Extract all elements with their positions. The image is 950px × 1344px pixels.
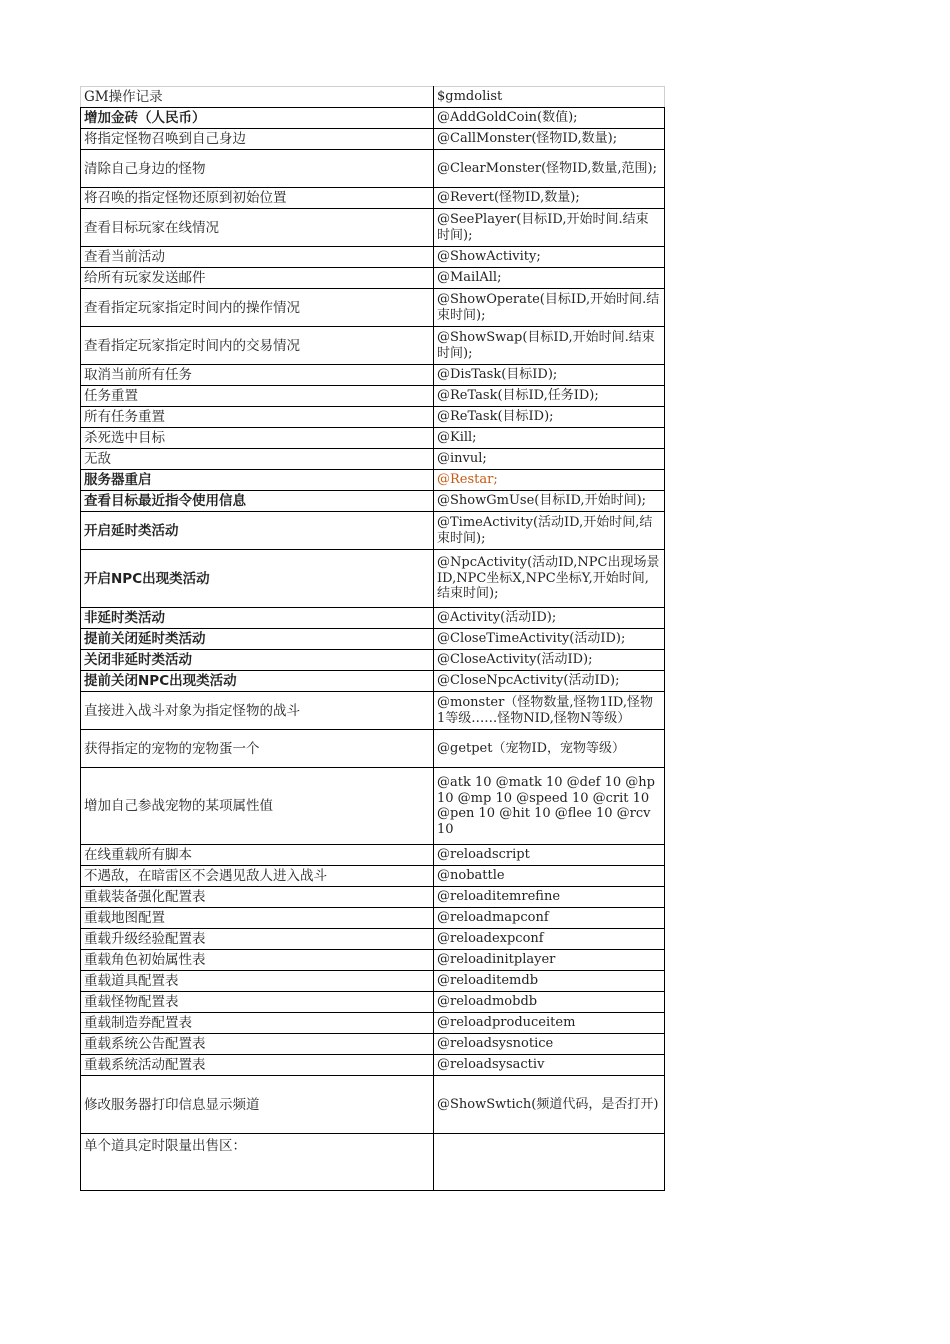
command-syntax-cell[interactable]: @DisTask(目标ID); [434, 365, 665, 386]
command-syntax-cell[interactable]: @reloadmobdb [434, 992, 665, 1013]
command-syntax-cell[interactable]: @CallMonster(怪物ID,数量); [434, 129, 665, 150]
table-row [81, 129, 665, 150]
table-row [81, 908, 665, 929]
command-syntax-cell[interactable]: @CloseNpcActivity(活动ID); [434, 671, 665, 692]
table-row [81, 289, 665, 327]
command-description-cell[interactable]: 开启延时类活动 [81, 512, 434, 550]
table-row [81, 188, 665, 209]
table-row [81, 845, 665, 866]
command-syntax-cell[interactable]: @reloadsysactiv [434, 1055, 665, 1076]
table-row [81, 327, 665, 365]
table-row [81, 1134, 665, 1191]
table-row [81, 512, 665, 550]
table-row [81, 407, 665, 428]
command-syntax-cell[interactable]: @reloadexpconf [434, 929, 665, 950]
command-description-cell[interactable]: 查看目标玩家在线情况 [81, 209, 434, 247]
command-description-cell[interactable]: 服务器重启 [81, 470, 434, 491]
command-description-cell[interactable]: 开启NPC出现类活动 [81, 550, 434, 608]
command-syntax-cell[interactable]: @atk 10 @matk 10 @def 10 @hp 10 @mp 10 @speed 10 @crit 10 @pen 10 @hit 10 @flee 10 @rcv 10 [434, 768, 665, 845]
command-syntax-cell[interactable]: @Activity(活动ID); [434, 608, 665, 629]
command-description-cell[interactable]: 取消当前所有任务 [81, 365, 434, 386]
command-description-cell[interactable]: 在线重载所有脚本 [81, 845, 434, 866]
header-row [81, 87, 665, 108]
command-description-cell[interactable]: 直接进入战斗对象为指定怪物的战斗 [81, 692, 434, 730]
command-syntax-cell[interactable]: @nobattle [434, 866, 665, 887]
command-description-cell[interactable]: 获得指定的宠物的宠物蛋一个 [81, 730, 434, 768]
command-description-cell[interactable]: 任务重置 [81, 386, 434, 407]
command-description-cell[interactable]: 提前关闭延时类活动 [81, 629, 434, 650]
table-row [81, 550, 665, 608]
command-syntax-cell[interactable]: @ReTask(目标ID); [434, 407, 665, 428]
command-description-cell[interactable]: 关闭非延时类活动 [81, 650, 434, 671]
table-row [81, 887, 665, 908]
command-syntax-cell[interactable]: @ShowOperate(目标ID,开始时间.结束时间); [434, 289, 665, 327]
command-description-cell[interactable]: 重载怪物配置表 [81, 992, 434, 1013]
command-syntax-cell[interactable]: @ShowSwtich(频道代码，是否打开) [434, 1076, 665, 1134]
command-syntax-cell[interactable]: @ShowSwap(目标ID,开始时间.结束时间); [434, 327, 665, 365]
command-syntax-cell[interactable]: @CloseActivity(活动ID); [434, 650, 665, 671]
command-description-cell[interactable]: 查看目标最近指令使用信息 [81, 491, 434, 512]
command-description-cell[interactable]: 查看指定玩家指定时间内的交易情况 [81, 327, 434, 365]
command-description-cell[interactable]: 所有任务重置 [81, 407, 434, 428]
command-description-cell[interactable]: 重载地图配置 [81, 908, 434, 929]
table-row [81, 608, 665, 629]
table-row [81, 929, 665, 950]
command-syntax-cell[interactable]: @ClearMonster(怪物ID,数量,范围); [434, 150, 665, 188]
table-row [81, 428, 665, 449]
command-syntax-cell[interactable]: @ShowActivity; [434, 247, 665, 268]
header-col1[interactable]: GM操作记录 [81, 87, 434, 108]
table-row [81, 950, 665, 971]
command-description-cell[interactable]: 重载升级经验配置表 [81, 929, 434, 950]
table-body [81, 87, 665, 1191]
command-syntax-cell[interactable]: @reloaditemrefine [434, 887, 665, 908]
command-syntax-cell[interactable]: @reloadscript [434, 845, 665, 866]
command-description-cell[interactable]: 提前关闭NPC出现类活动 [81, 671, 434, 692]
command-syntax-cell[interactable]: @AddGoldCoin(数值); [434, 108, 665, 129]
command-syntax-cell[interactable] [434, 1134, 665, 1191]
command-syntax-cell[interactable]: @reloaditemdb [434, 971, 665, 992]
command-syntax-cell[interactable]: @reloadmapconf [434, 908, 665, 929]
command-description-cell[interactable]: 重载角色初始属性表 [81, 950, 434, 971]
table-row [81, 1055, 665, 1076]
command-description-cell[interactable]: 修改服务器打印信息显示频道 [81, 1076, 434, 1134]
table-row [81, 671, 665, 692]
command-description-cell[interactable]: 重载系统活动配置表 [81, 1055, 434, 1076]
table-row [81, 268, 665, 289]
command-description-cell[interactable]: 非延时类活动 [81, 608, 434, 629]
table-row [81, 209, 665, 247]
command-description-cell[interactable]: 无敌 [81, 449, 434, 470]
command-syntax-cell[interactable]: @reloadinitplayer [434, 950, 665, 971]
table-row [81, 768, 665, 845]
command-syntax-cell[interactable]: @invul; [434, 449, 665, 470]
table-row [81, 650, 665, 671]
table-row [81, 108, 665, 129]
table-row [81, 992, 665, 1013]
command-syntax-cell[interactable]: @ReTask(目标ID,任务ID); [434, 386, 665, 407]
command-syntax-cell[interactable]: @NpcActivity(活动ID,NPC出现场景ID,NPC坐标X,NPC坐标Y,开始时间,结束时间); [434, 550, 665, 608]
table-row [81, 692, 665, 730]
command-syntax-cell[interactable]: @reloadsysnotice [434, 1034, 665, 1055]
table-row [81, 470, 665, 491]
command-description-cell[interactable]: 杀死选中目标 [81, 428, 434, 449]
command-description-cell[interactable]: 查看指定玩家指定时间内的操作情况 [81, 289, 434, 327]
command-description-cell[interactable]: 不遇敌，在暗雷区不会遇见敌人进入战斗 [81, 866, 434, 887]
command-description-cell[interactable]: 重载系统公告配置表 [81, 1034, 434, 1055]
table-row [81, 386, 665, 407]
table-row [81, 247, 665, 268]
table-row [81, 150, 665, 188]
table-row [81, 1034, 665, 1055]
command-description-cell[interactable]: 清除自己身边的怪物 [81, 150, 434, 188]
table-row [81, 629, 665, 650]
command-syntax-cell[interactable]: @ShowGmUse(目标ID,开始时间); [434, 491, 665, 512]
command-description-cell[interactable]: 增加金砖（人民币） [81, 108, 434, 129]
command-description-cell[interactable]: 重载道具配置表 [81, 971, 434, 992]
command-description-cell[interactable]: 给所有玩家发送邮件 [81, 268, 434, 289]
table-row [81, 971, 665, 992]
command-description-cell[interactable]: 将指定怪物召唤到自己身边 [81, 129, 434, 150]
table-row [81, 866, 665, 887]
command-syntax-cell[interactable]: @Revert(怪物ID,数量); [434, 188, 665, 209]
command-description-cell[interactable]: 查看当前活动 [81, 247, 434, 268]
table-row [81, 365, 665, 386]
gm-command-table [80, 86, 665, 1191]
table-row [81, 730, 665, 768]
table-row [81, 449, 665, 470]
table-row [81, 1076, 665, 1134]
command-syntax-cell[interactable]: @SeePlayer(目标ID,开始时间.结束时间); [434, 209, 665, 247]
command-syntax-cell[interactable]: @MailAll; [434, 268, 665, 289]
command-description-cell[interactable]: 重载装备强化配置表 [81, 887, 434, 908]
command-description-cell[interactable]: 单个道具定时限量出售区： [81, 1134, 434, 1191]
command-syntax-cell[interactable]: @getpet（宠物ID，宠物等级） [434, 730, 665, 768]
command-description-cell[interactable]: 将召唤的指定怪物还原到初始位置 [81, 188, 434, 209]
command-syntax-cell[interactable]: @monster（怪物数量,怪物1ID,怪物1等级……怪物NID,怪物N等级） [434, 692, 665, 730]
command-description-cell[interactable]: 重载制造券配置表 [81, 1013, 434, 1034]
command-description-cell[interactable]: 增加自己参战宠物的某项属性值 [81, 768, 434, 845]
command-syntax-cell[interactable]: @TimeActivity(活动ID,开始时间,结束时间); [434, 512, 665, 550]
command-syntax-cell[interactable]: @CloseTimeActivity(活动ID); [434, 629, 665, 650]
command-syntax-cell[interactable]: @reloadproduceitem [434, 1013, 665, 1034]
command-syntax-cell[interactable]: @Kill; [434, 428, 665, 449]
command-syntax-cell[interactable]: @Restar; [434, 470, 665, 491]
table-row [81, 491, 665, 512]
table-row [81, 1013, 665, 1034]
header-col2[interactable]: $gmdolist [434, 87, 665, 108]
